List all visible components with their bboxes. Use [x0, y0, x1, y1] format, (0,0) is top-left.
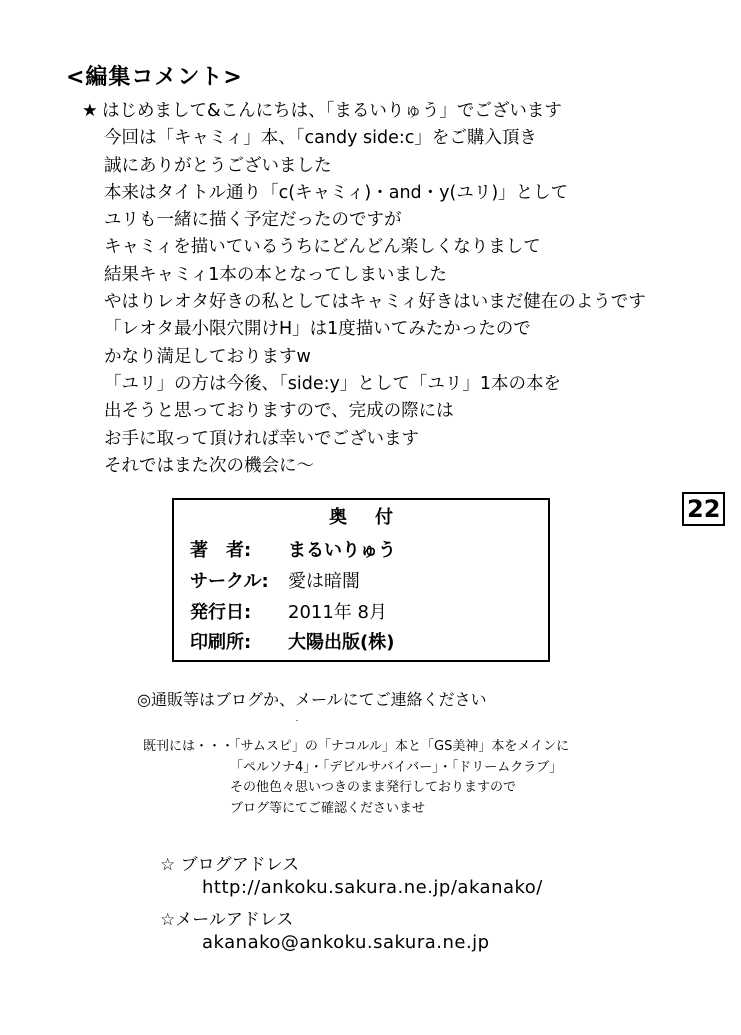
previous-works [143, 737, 569, 819]
mail-address: akanako@ankoku.sakura.ne.jp [202, 932, 490, 953]
comment-line: かなり満足しておりますw [104, 346, 311, 367]
section-heading: <編集コメント> [66, 65, 243, 90]
comment-line: 「ユリ」の方は今後、「side:y」として「ユリ」1本の本を [104, 373, 561, 394]
comment-line: 誠にありがとうございました [104, 155, 332, 176]
comment-line: やはりレオタ好きの私としてはキャミィ好きはいまだ健在のようです [104, 292, 646, 313]
comment-line: 結果キャミィ1本の本となってしまいました [104, 264, 447, 285]
mail-address-label: ☆メールアドレス [160, 910, 294, 930]
previous-works-line: ブログ等にてご確認くださいませ [230, 800, 426, 816]
comment-line: 本来はタイトル通り「c(キャミィ)・and・y(ユリ)」として [104, 182, 569, 203]
star-icon: ★ [82, 101, 98, 121]
previous-works-line: 「ペルソナ4」・「デビルサバイバー」・「ドリームクラブ」 [230, 759, 563, 775]
page-number: 22 [682, 492, 725, 526]
comment-line: お手に取って頂ければ幸いでございます [104, 428, 419, 449]
date-value: 2011年 8月 [288, 602, 387, 623]
comment-line: ユリも一緒に描く予定だったのですが [104, 210, 402, 231]
circle-label: サークル: [190, 571, 269, 592]
colophon-date-row [190, 598, 387, 624]
printer-label: 印刷所: [190, 632, 252, 653]
comment-line: 出そうと思っておりますので、完成の際には [104, 401, 454, 422]
circle-value: 愛は暗闇 [288, 571, 360, 592]
contact-note: ◎通販等はブログか、メールにてご連絡ください [137, 690, 487, 709]
blog-url: http://ankoku.sakura.ne.jp/akanako/ [202, 877, 543, 898]
colophon-author-row [190, 536, 396, 562]
editor-comment [82, 98, 646, 480]
date-label: 発行日: [190, 602, 252, 623]
comment-line: キャミィを描いているうちにどんどん楽しくなりまして [104, 237, 541, 258]
previous-works-line: その他色々思いつきのまま発行しておりますので [230, 780, 517, 795]
colophon-title: 奥付 [329, 507, 421, 528]
comment-line: 今回は「キャミィ」本、「candy side:c」をご購入頂き [104, 128, 537, 149]
author-value: まるいりゅう [288, 540, 396, 561]
printer-value: 大陽出版(株) [288, 632, 395, 653]
comment-text: はじめまして&こんにちは、「まるいりゅう」でございます [102, 101, 562, 121]
comment-line: 「レオタ最小限穴開けH」は1度描いてみたかったので [104, 319, 531, 340]
dot-mark [296, 720, 298, 721]
colophon-box [172, 498, 550, 662]
colophon-printer-row [190, 628, 394, 654]
comment-line: それではまた次の機会に～ [104, 455, 314, 476]
comment-first-line [82, 98, 646, 125]
colophon-circle-row [190, 567, 360, 593]
previous-works-line: 既刊には・・・「サムスピ」の「ナコルル」本と「GS美神」本をメインに [143, 739, 570, 754]
blog-address-label: ☆ ブログアドレス [160, 855, 300, 875]
author-label: 著 者: [190, 540, 252, 561]
